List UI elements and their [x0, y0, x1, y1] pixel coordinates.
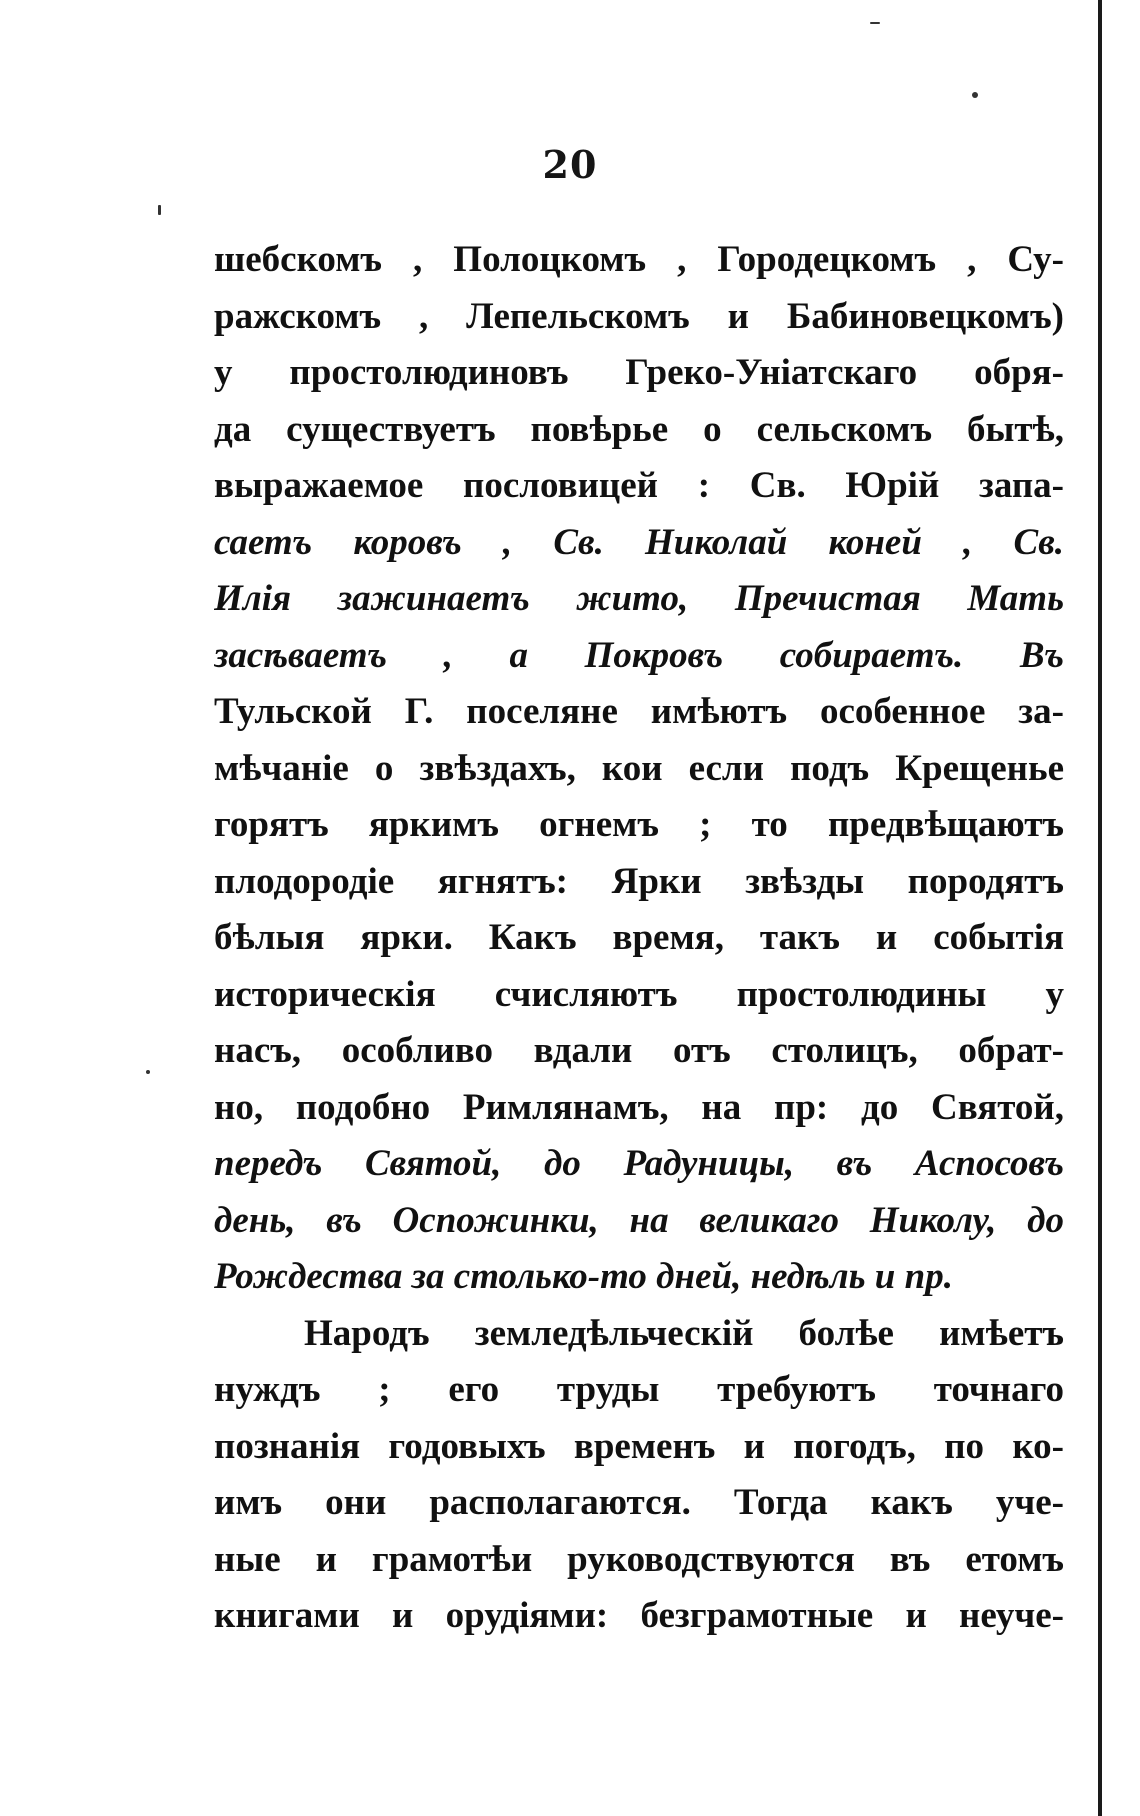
text-line: да существуетъ повѣрье о сельскомъ бытѣ,: [214, 408, 1064, 450]
text-line: познанія годовыхъ временъ и погодъ, по ко-: [214, 1425, 1064, 1467]
scan-speck: [870, 22, 880, 24]
text-line: ражскомъ , Лепельскомъ и Бабиновецкомъ): [214, 295, 1064, 337]
text-line: выражаемое пословицей : Св. Юрій запа-: [214, 465, 1064, 506]
text-line: Рождества за столько-то дней, недѣль и пр.: [214, 1256, 953, 1297]
text-line: передъ Святой, до Радуницы, въ Аспосовъ: [214, 1143, 1064, 1184]
text-line: день, въ Оспожинки, на великаго Николу, до: [214, 1199, 1064, 1241]
text-line: но, подобно Римлянамъ, на пр: до Святой,: [214, 1086, 1064, 1128]
text-line: мѣчаніе о звѣздахъ, кои если подъ Крещенье: [214, 747, 1064, 789]
text-line: Народъ земледѣльческій болѣе имѣетъ: [304, 1312, 1064, 1354]
page-edge-shadow: [1098, 0, 1102, 1816]
text-line: Илія зажинаетъ жито, Пречистая Мать: [214, 578, 1064, 619]
text-line: горятъ яркимъ огнемъ ; то предвѣщаютъ: [214, 804, 1064, 845]
text-line: нуждъ ; его труды требуютъ точнаго: [214, 1369, 1064, 1410]
text-line: историческія счисляютъ простолюдины у: [214, 973, 1064, 1015]
scan-speck: [158, 205, 161, 215]
scan-speck: [972, 92, 978, 98]
scan-speck: [146, 1070, 150, 1074]
text-line: шебскомъ , Полоцкомъ , Городецкомъ , Су-: [214, 239, 1064, 280]
text-line: книгами и орудіями: безграмотные и неуче-: [214, 1595, 1064, 1636]
text-line: ные и грамотѣи руководствуются въ етомъ: [214, 1538, 1064, 1580]
body-text: [214, 232, 1064, 1645]
page-number: 20: [542, 142, 598, 187]
text-line: у простолюдиновъ Греко-Уніатскаго обря-: [214, 352, 1064, 393]
text-line: засѣваетъ , а Покровъ собираетъ. Въ: [214, 634, 1064, 676]
text-line: саетъ коровъ , Св. Николай коней , Св.: [214, 521, 1064, 563]
text-line: имъ они располагаются. Тогда какъ уче-: [214, 1482, 1064, 1523]
text-line: плодородіе ягнятъ: Ярки звѣзды породятъ: [214, 860, 1064, 902]
text-line: бѣлыя ярки. Какъ время, такъ и событія: [214, 917, 1064, 958]
text-line: насъ, особливо вдали отъ столицъ, обрат-: [214, 1030, 1064, 1071]
text-line: Тульской Г. поселяне имѣютъ особенное за-: [214, 691, 1064, 732]
